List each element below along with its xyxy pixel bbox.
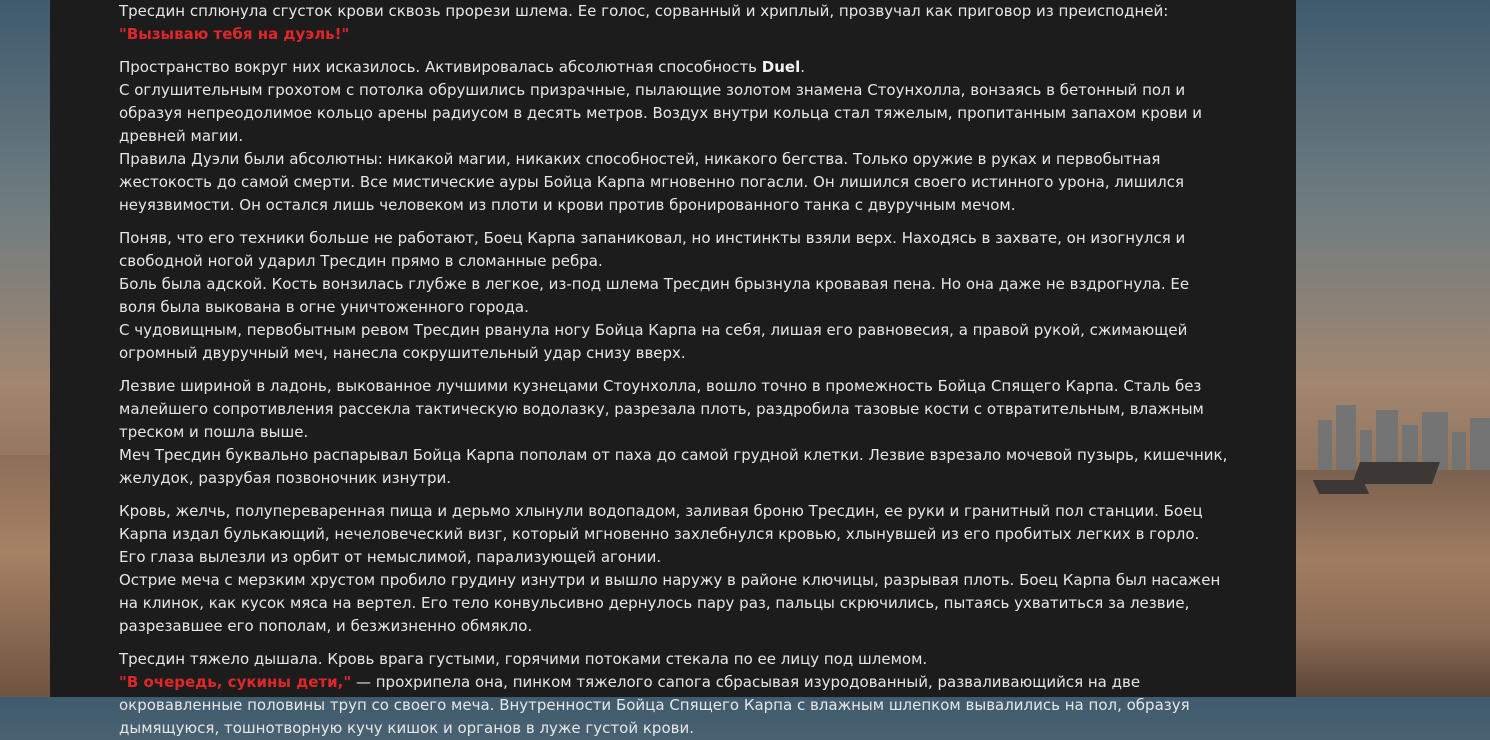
paragraph-line: Лезвие шириной в ладонь, выкованное лучшими кузнецами Стоунхолла, вошло точно в промежность Бойца Спящего Карпа. Сталь без малейшего сопротивления рассекла тактическую водолазку, разрезала плоть, раздробила тазовые кости с отвратительным, влажным треском и пошла выше. [119,377,1204,441]
dialogue-line: "Вызываю тебя на дуэль!" [119,25,350,43]
paragraph [119,500,1229,638]
paragraph-line: С чудовищным, первобытным ревом Тресдин рванула ногу Бойца Карпа на себя, лишая его равновесия, а правой рукой, сжимающей огромный двуручный меч, нанесла сокрушительный удар снизу вверх. [119,321,1188,362]
paragraph-line: Меч Тресдин буквально распарывал Бойца Карпа пополам от паха до самой грудной клетки. Лезвие взрезало мочевой пузырь, кишечник, желудок, разрубая позвоночник изнутри. [119,446,1228,487]
paragraph-line: Тресдин сплюнула сгусток крови сквозь прорези шлема. Ее голос, сорванный и хриплый, прозвучал как приговор из преисподней: [119,2,1169,20]
paragraph [119,0,1229,46]
content-panel [50,0,1296,737]
background-right [1296,0,1490,697]
background-ground-left [0,455,50,697]
paragraph-text: Пространство вокруг них исказилось. Активировалась абсолютная способность [119,58,762,76]
paragraph-line: Боль была адской. Кость вонзилась глубже в легкое, из-под шлема Тресдин брызнула кровавая пена. Но она даже не вздрогнула. Ее воля была выкована в огне уничтоженного города. [119,275,1190,316]
dialogue-line: "В очередь, сукины дети," [119,673,352,691]
paragraph-line: Кровь, желчь, полупереваренная пища и дерьмо хлынули водопадом, заливая броню Тресдин, ее руки и гранитный пол станции. Боец Карпа издал булькающий, нечеловеческий визг, который мгновенно захлебнулся кровью, хлынувшей из его пробитых легких в горло. Его глаза вылезли из орбит от немыслимой, парализующей агонии. [119,502,1203,566]
background-left [0,0,50,697]
paragraph-line [119,671,1229,740]
story-text [119,0,1229,740]
paragraph-line: Правила Дуэли были абсолютны: никакой магии, никаких способностей, никакого бегства. Только оружие в руках и первобытная жестокость до самой смерти. Все мистические ауры Бойца Карпа мгновенно погасли. Он лишился своего истинного урона, лишился неуязвимости. Он остался лишь человеком из плоти и крови против бронированного танка с двуручным мечом. [119,150,1185,214]
ability-name: Duel [761,58,801,76]
paragraph-line: С оглушительным грохотом с потолка обрушились призрачные, пылающие золотом знамена Стоунхолла, вонзаясь в бетонный пол и образуя непреодолимое кольцо арены радиусом в десять метров. Воздух внутри кольца стал тяжелым, пропитанным запахом крови и древней магии. [119,81,1203,145]
background-rubble [1313,480,1370,494]
paragraph [119,375,1229,490]
paragraph-line: Острие меча с мерзким хрустом пробило грудину изнутри и вышло наружу в районе ключицы, разрывая плоть. Боец Карпа был насажен на клинок, как кусок мяса на вертел. Его тело конвульсивно дернулось пару раз, пальцы скрючились, пытаясь ухватиться за лезвие, разрезавшее его пополам, и безжизненно обмякло. [119,571,1221,635]
background-rubble [1352,462,1440,484]
paragraph-line: Тресдин тяжело дышала. Кровь врага густыми, горячими потоками стекала по ее лицу под шлемом. [119,650,928,668]
paragraph-text: — прохрипела она, пинком тяжелого сапога сбрасывая изуродованный, разваливающийся на две окровавленные половины труп со своего меча. Внутренности Бойца Спящего Карпа с влажным шлепком вывалились на пол, образуя дымящуюся, тошнотворную кучу кишок и органов в луже густой крови. [119,673,1190,737]
paragraph-line [119,56,1229,79]
paragraph-text: . [800,58,806,76]
background-ground-right [1296,470,1490,697]
paragraph [119,227,1229,365]
paragraph [119,648,1229,740]
paragraph [119,56,1229,217]
paragraph-line: Поняв, что его техники больше не работают, Боец Карпа запаниковал, но инстинкты взяли верх. Находясь в захвате, он изогнулся и свободной ногой ударил Тресдин прямо в сломанные ребра. [119,229,1186,270]
